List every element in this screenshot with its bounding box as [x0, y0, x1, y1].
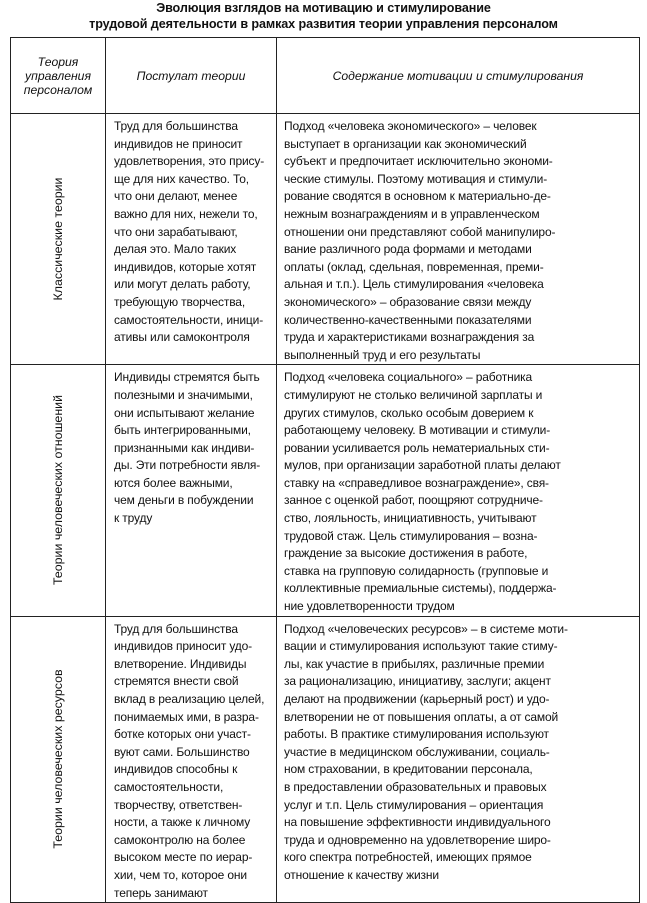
content-cell — [277, 616, 640, 903]
postulate-cell — [106, 365, 277, 616]
table-row — [11, 616, 640, 903]
content-cell — [277, 114, 640, 365]
theory-name: Теории человеческих ресурсов — [51, 669, 65, 849]
theory-cell — [11, 365, 106, 616]
table-row — [11, 114, 640, 365]
table-header-row — [11, 38, 640, 114]
theory-name: Классические теории — [51, 177, 65, 301]
theory-cell — [11, 114, 106, 365]
header-postulate: Постулат теории — [106, 38, 277, 114]
motivation-theories-table — [10, 37, 640, 903]
content-cell — [277, 365, 640, 616]
content-text: Подход «человека экономического» – человек выступает в организации как экономический субъект и предпочитает исключительно экономи- ческие стимулы. Поэтому мотивация и стимули- рование сводятся в основном к материально-де- нежным вознаграждениям и в управленческом отношении они представляют собой манипулиро- вание различного рода формами и методами оплаты (оклад, сдельная, повременная, преми- альная и т.п.). Цель стимулирования «человека экономического» – образование связи между количественно-качественными показателями труда и характеристиками вознаграждения за выполненный труд и его результаты — [284, 119, 556, 362]
theory-name: Теории человеческих отношений — [51, 395, 65, 586]
postulate-text: Индивиды стремятся быть полезными и значимыми, они испытывают желание быть интегрированными, признанными как индиви- ды. Эти потребности явля- ются более важными, чем деньги в побуждении к труду — [114, 370, 261, 526]
content-text: Подход «человека социального» – работника стимулируют не столько величиной зарплаты и других стимулов, сколько особым доверием к работающему человеку. В мотивации и стимули- ровании усиливается роль нематериальных сти- мулов, при организации заработной платы делают ставку на «справедливое вознаграждение», свя- занное с оценкой работ, поощряют сотрудниче- ство, лояльность, инициативность, учитывают трудовой стаж. Цель стимулирования – возна- граждение за высокие достижения в работе, ставка на групповую солидарность (групповые и коллективные премиальные системы), поддержа- ние удовлетворенности трудом — [284, 370, 561, 614]
header-content: Содержание мотивации и стимулирования — [277, 38, 640, 114]
postulate-text: Труд для большинства индивидов приносит удо- влетворение. Индивиды стремятся внести свой вклад в реализацию целей, понимаемых ими, в разра- ботке которых они участ- вуют сами. Большинство индивидов способны к самостоятельности, творчеству, ответствен- ности, а также к личному самоконтролю на более высоком месте по иерар- хии, чем то, которое они теперь занимают — [114, 621, 265, 900]
document-title — [0, 1, 647, 32]
title-line-2: трудовой деятельности в рамках развития теории управления персоналом — [89, 16, 558, 31]
postulate-cell — [106, 616, 277, 903]
theory-cell — [11, 616, 106, 903]
content-text: Подход «человеческих ресурсов» – в системе моти- вации и стимулирования используют такие стиму- лы, как участие в прибылях, различные премии за рационализацию, инициативу, заслуги; акцент делают на продвижении (карьерный рост) и удо- влетворении не от повышения оплаты, а от самой работы. В практике стимулирования используют участие в медицинском обслуживании, социаль- ном страховании, в кредитовании персонала, в предоставлении образовательных и правовых услуг и т.п. Цель стимулирования – ориентация на повышение эффективности индивидуального труда и одновременно на удовлетворение широ- кого спектра потребностей, имеющих прямое отношение к качеству жизни — [284, 621, 568, 882]
postulate-cell — [106, 114, 277, 365]
title-line-1: Эволюция взглядов на мотивацию и стимулирование — [156, 1, 491, 15]
postulate-text: Труд для большинства индивидов не приносит удовлетворения, это прису- ще для них качество. То, что они делают, менее важно для них, нежели то, что они зарабатывают, делая это. Мало таких индивидов, которые хотят или могут делать работу, требующую творчества, самостоятельности, иници- ативы или самоконтроля — [114, 119, 265, 345]
header-theory: Теория управления персоналом — [11, 38, 106, 114]
table-row — [11, 365, 640, 616]
